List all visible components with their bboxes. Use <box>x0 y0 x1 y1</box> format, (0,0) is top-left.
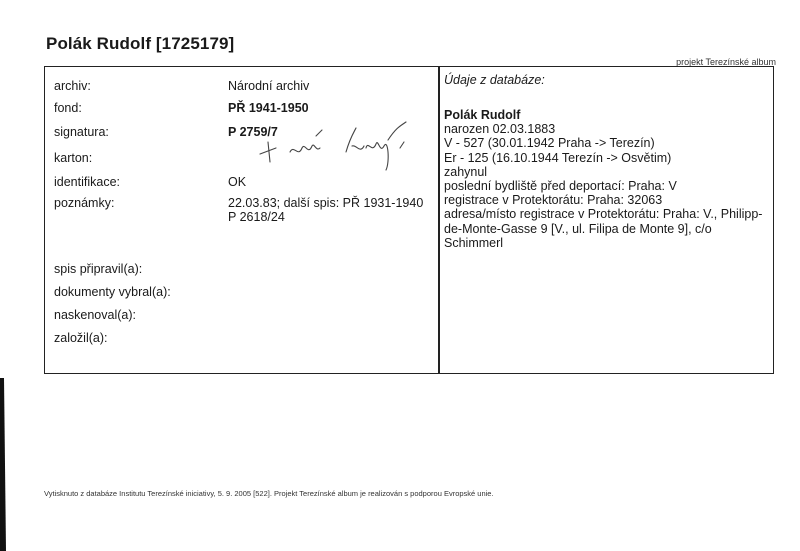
database-heading: Údaje z databáze: <box>444 73 545 87</box>
database-line: Er - 125 (16.10.1944 Terezín -> Osvětim) <box>444 150 672 165</box>
field-label-karton: karton: <box>54 151 93 165</box>
database-line: registrace v Protektorátu: Praha: 32063 <box>444 193 663 208</box>
print-footer: Vytisknuto z databáze Institutu Terezínské iniciativy, 5. 9. 2005 [522]. Projekt Terezínské album je realizován s podporou Evropské unie. <box>44 489 494 498</box>
database-line: poslední bydliště před deportací: Praha: V <box>444 179 677 194</box>
page-title: Polák Rudolf [1725179] <box>46 34 235 53</box>
column-divider <box>438 66 440 374</box>
field-value-poznamky: 22.03.83; další spis: PŘ 1931-1940 P 2618/24 <box>228 196 424 224</box>
field-value-archiv: Národní archiv <box>228 79 310 93</box>
field-label-archiv: archiv: <box>54 79 91 93</box>
staff-label-pripravil: spis připravil(a): <box>54 262 143 276</box>
database-record <box>444 108 772 250</box>
field-label-signatura: signatura: <box>54 125 109 139</box>
field-label-identifikace: identifikace: <box>54 175 121 189</box>
field-value-signatura: P 2759/7 <box>228 125 278 139</box>
field-label-fond: fond: <box>54 101 82 115</box>
scan-edge-shadow <box>0 378 6 551</box>
database-line: zahynul <box>444 164 488 179</box>
staff-label-zalozil: založil(a): <box>54 331 108 345</box>
database-line: adresa/místo registrace v Protektorátu: Praha: V., Philipp-de-Monte-Gasse 9 [V., ul. Filipa de Monte 9], c/o Schimmerl <box>444 207 763 250</box>
database-line: V - 527 (30.01.1942 Praha -> Terezín) <box>444 136 655 151</box>
database-line: narozen 02.03.1883 <box>444 122 556 137</box>
field-value-identifikace: OK <box>228 175 247 189</box>
staff-label-naskenoval: naskenoval(a): <box>54 308 136 322</box>
field-label-poznamky: poznámky: <box>54 196 115 210</box>
staff-label-vybral: dokumenty vybral(a): <box>54 285 171 299</box>
field-value-fond: PŘ 1941-1950 <box>228 101 309 115</box>
project-label: projekt Terezínské album <box>676 57 776 67</box>
handwritten-annotation <box>250 118 420 178</box>
database-person-name: Polák Rudolf <box>444 108 521 122</box>
